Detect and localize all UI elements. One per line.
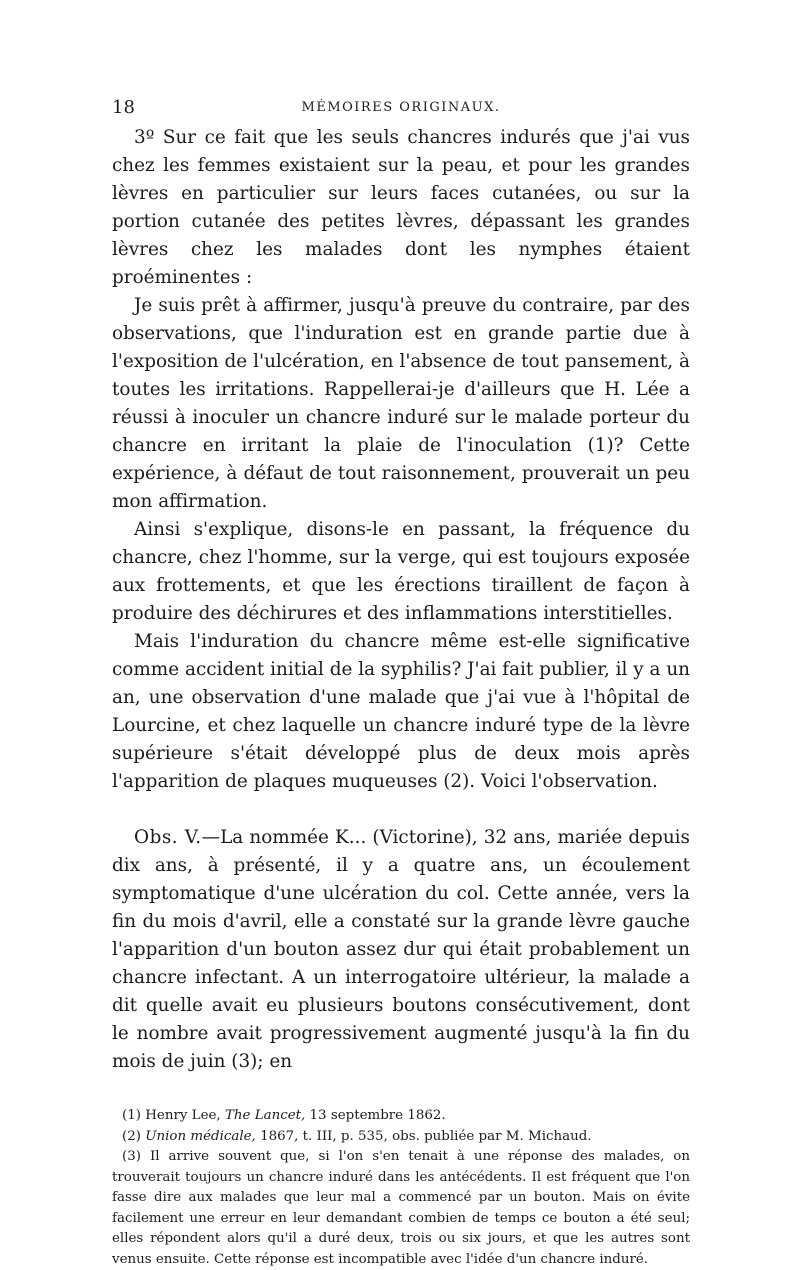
running-title: MÉMOIRES ORIGINAUX. <box>301 100 501 115</box>
footnote-2-rest: 1867, t. III, p. 535, obs. publiée par M. Michaud. <box>260 1128 592 1144</box>
paragraph-1: 3º Sur ce fait que les seuls chancres indurés que j'ai vus chez les femmes existaient sur la peau, et pour les grandes lèvres en particulier sur leurs faces cutanées, ou sur la portion cutanée des petites lèvres, dépassant les grandes lèvres chez les malades dont les nymphes étaient proéminentes : <box>112 127 690 288</box>
observation-text: —La nommée K... (Victorine), 32 ans, mariée depuis dix ans, à présenté, il y a quatre ans, un écoulement symptomatique d'une ulcération du col. Cette année, vers la fin du mois d'avril, elle a constaté sur la grande lèvre gauche l'apparition d'un bouton assez dur qui était probablement un chancre infectant. A un interrogatoire ultérieur, la malade a dit quelle avait eu plusieurs boutons consécutivement, dont le nombre avait progressivement augmenté jusqu'à la fin du mois de juin (3); en <box>112 827 690 1072</box>
footnote-3-text: Il arrive souvent que, si l'on s'en tenait à une réponse des malades, on trouverait toujours un chancre induré dans les antécédents. Il est fréquent que l'on fasse dire aux malades que leur mal a commencé par un bouton. Mais on évite facilement une erreur en leur demandant combien de temps ce bouton a été seul; elles répondent alors qu'il a duré deux, trois ou six jours, et que les autres sont venus ensuite. Cette réponse est incompatible avec l'idée d'un chancre induré. <box>112 1149 690 1267</box>
footnotes <box>112 1106 690 1270</box>
footnote-1-rest: 13 septembre 1862. <box>309 1108 446 1123</box>
main-text <box>112 124 690 1076</box>
paragraph-2: Je suis prêt à affirmer, jusqu'à preuve du contraire, par des observations, que l'induration est en grande partie due à l'exposition de l'ulcération, en l'absence de tout pansement, à toutes les irritations. Rappellerai-je d'ailleurs que H. Lée a réussi à inoculer un chancre induré sur le malade porteur du chancre en irritant la plaie de l'inoculation (1)? Cette expérience, à défaut de tout raisonnement, prouverait un peu mon affirmation. <box>112 295 690 512</box>
footnote-3-mark: (3) <box>122 1149 141 1164</box>
footnote-1 <box>112 1106 690 1127</box>
footnote-1-mark: (1) <box>122 1108 141 1123</box>
paragraph-3: Ainsi s'explique, disons-le en passant, la fréquence du chancre, chez l'homme, sur la verge, qui est toujours exposée aux frottements, et que les érections tiraillent de façon à produire des déchirures et des inflammations interstitielles. <box>112 519 690 624</box>
footnote-1-journal: The Lancet, <box>224 1108 306 1123</box>
footnote-2 <box>112 1127 690 1148</box>
observation-label: Obs. V. <box>134 827 202 848</box>
footnote-2-journal: Union médicale, <box>145 1128 256 1144</box>
paragraph-4: Mais l'induration du chancre même est-elle significative comme accident initial de la syphilis? J'ai fait publier, il y a un an, une observation d'une malade que j'ai vue à l'hôpital de Lourcine, et chez laquelle un chancre induré type de la lèvre supérieure s'était développé plus de deux mois après l'apparition de plaques muqueuses (2). Voici l'observation. <box>112 631 691 792</box>
observation-paragraph <box>112 824 690 1076</box>
book-page <box>112 96 690 1270</box>
running-head <box>112 96 690 122</box>
page-number: 18 <box>112 97 135 118</box>
footnote-1-author: Henry Lee, <box>145 1108 221 1123</box>
footnote-2-mark: (2) <box>122 1128 141 1144</box>
footnote-3 <box>112 1147 690 1270</box>
